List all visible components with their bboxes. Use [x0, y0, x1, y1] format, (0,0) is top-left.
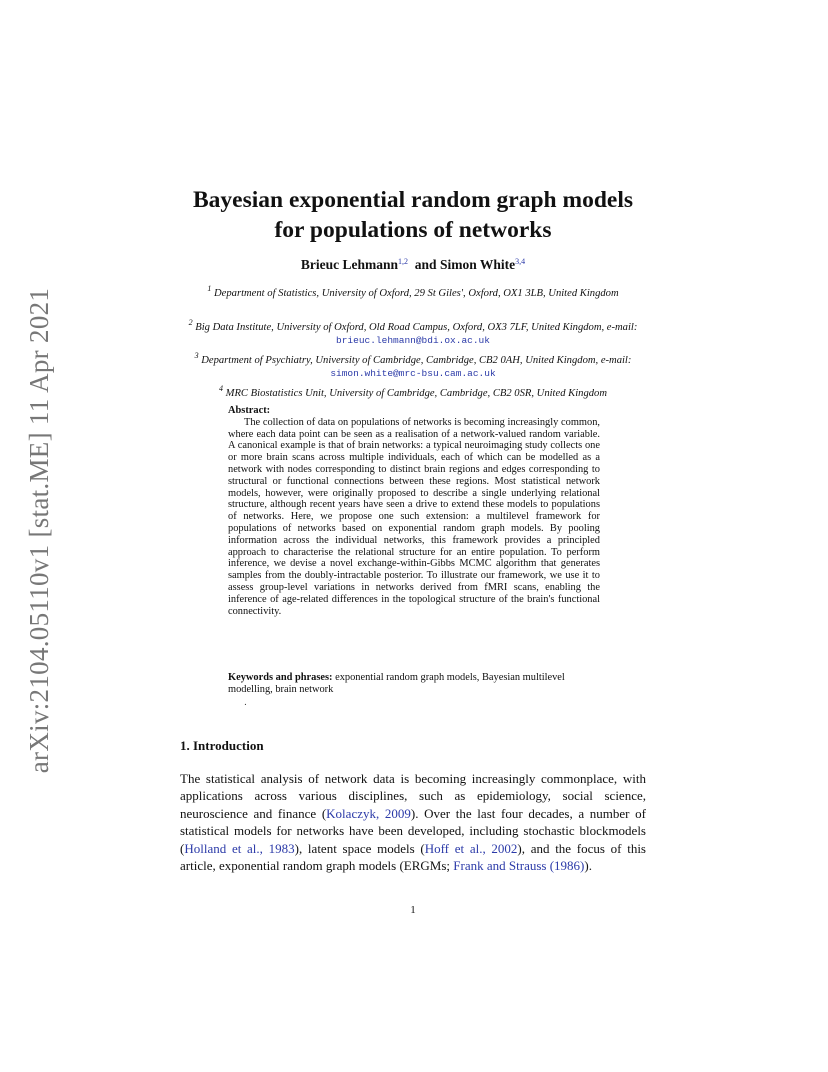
affiliation-text-1: Department of Statistics, University of Oxford, 29 St Giles', Oxford, OX1 3LB, United Kingdom — [214, 288, 619, 299]
keywords-block — [228, 672, 600, 696]
author-joiner: and — [414, 257, 437, 272]
keywords-text: exponential random graph models, Bayesian multilevel modelling, brain network — [228, 672, 565, 695]
page-number: 1 — [410, 904, 416, 916]
affiliation-2 — [180, 316, 646, 347]
citation-kolaczyk[interactable]: Kolaczyk, 2009 — [326, 805, 411, 821]
intro-text-2: ). Over the last four decades, a number of statistical models for networks have been developed, including stochastic blockmodels ( — [180, 805, 646, 856]
intro-text-5: ). — [584, 858, 592, 874]
arxiv-identifier-stamp — [18, 280, 62, 780]
author-affiliation-marker-1[interactable]: 1,2 — [398, 257, 409, 266]
keywords-trailing-dot: . — [244, 698, 247, 708]
affiliation-number-1: 1 — [207, 284, 212, 293]
affiliation-number-4: 4 — [218, 384, 223, 393]
author-line — [180, 257, 646, 273]
email-link-white[interactable]: simon.white@mrc-bsu.cam.ac.uk — [330, 368, 496, 379]
introduction-paragraph — [180, 770, 646, 874]
author-affiliation-marker-2[interactable]: 3,4 — [515, 257, 526, 266]
affiliation-1 — [180, 282, 646, 300]
citation-hoff[interactable]: Hoff et al., 2002 — [424, 840, 518, 856]
affiliation-text-3: Department of Psychiatry, University of Cambridge, Cambridge, CB2 0AH, United Kingdom, e-mail: — [201, 355, 632, 366]
affiliation-4 — [180, 382, 646, 400]
paper-title: Bayesian exponential random graph models for populations of networks — [192, 187, 634, 243]
citation-holland[interactable]: Holland et al., 1983 — [184, 840, 295, 856]
citation-frank-strauss[interactable]: Frank and Strauss (1986) — [453, 858, 585, 874]
section-heading-introduction: 1. Introduction — [180, 738, 264, 753]
affiliation-text-4: MRC Biostatistics Unit, University of Cambridge, Cambridge, CB2 0SR, United Kingdom — [225, 388, 608, 399]
email-link-lehmann[interactable]: brieuc.lehmann@bdi.ox.ac.uk — [336, 335, 490, 346]
author-name-1: Brieuc Lehmann — [300, 257, 399, 272]
abstract-block — [228, 405, 600, 617]
abstract-text: The collection of data on populations of networks is becoming increasingly common, where each data point can be seen as a realisation of a network-valued random variable. A canonical example is that of brain networks: a typical neuroimaging study collects one or more brain scans across multiple individuals, each of which can be modelled as a network with nodes corresponding to distinct brain regions and edges corresponding to structural or functional connections between these regions. Most statistical network models, however, were originally proposed to describe a single underlying relational structure, although recent years have seen a drive to extend these models to populations of networks. Here, we propose one such extension: a multilevel framework for populations of networks based on exponential random graph models. By pooling information across the individual networks, this framework provides a principled approach to characterise the relational structure for an entire population. To perform inference, we devise a novel exchange-within-Gibbs MCMC algorithm that generates samples from the doubly-intractable posterior. To illustrate our framework, we use it to assess group-level variations in networks derived from fMRI scans, enabling the inference of age-related differences in the topological structure of the brain's functional connectivity. — [228, 416, 600, 617]
keywords-label: Keywords and phrases: — [228, 672, 333, 683]
affiliation-number-2: 2 — [188, 318, 193, 327]
affiliation-3 — [180, 349, 646, 380]
abstract-label: Abstract: — [228, 405, 271, 416]
affiliation-text-2: Big Data Institute, University of Oxford, Old Road Campus, Oxford, OX3 7LF, United Kingdom, e-mail: — [195, 322, 638, 333]
intro-text-3: ), latent space models ( — [294, 840, 425, 856]
intro-text-1: The statistical analysis of network data is becoming increasingly commonplace, with applications across various disciplines, such as epidemiology, social science, neuroscience and finance ( — [180, 771, 646, 821]
author-name-2: Simon White — [439, 257, 516, 272]
arxiv-identifier-text: arXiv:2104.05110v1 [stat.ME] 11 Apr 2021 — [24, 287, 55, 773]
intro-text-4: ), and the focus of this article, exponential random graph models (ERGMs; — [180, 840, 646, 874]
affiliation-number-3: 3 — [194, 351, 199, 360]
